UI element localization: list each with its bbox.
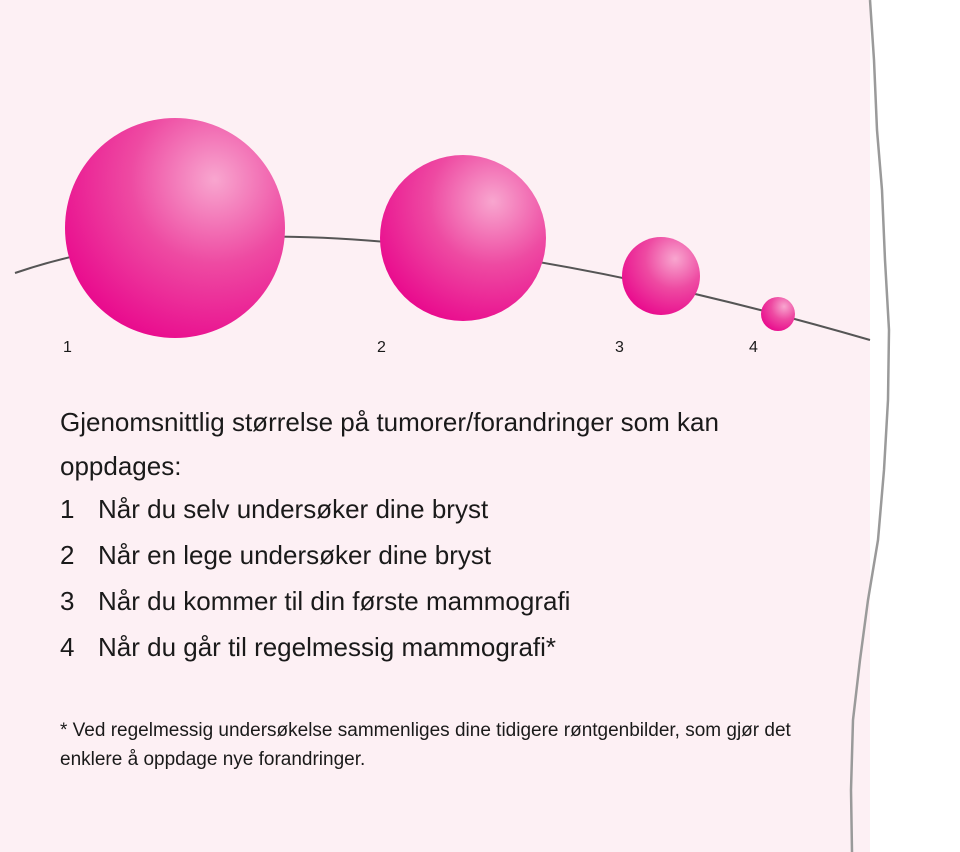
list-item-number: 1 xyxy=(60,494,75,524)
list-item xyxy=(60,486,570,532)
list-item-number: 4 xyxy=(60,632,75,662)
circle-size-4 xyxy=(761,297,795,331)
marker-1: 1 xyxy=(63,339,72,356)
intro-text: Gjenomsnittlig størrelse på tumorer/forandringer som kan oppdages: xyxy=(60,407,719,481)
list-item-label: Når du går til regelmessig mammografi* xyxy=(98,632,557,662)
marker-3: 3 xyxy=(615,339,624,356)
circle-size-3 xyxy=(622,237,700,315)
footnote: * Ved regelmessig undersøkelse sammenliges dine tidigere røntgenbilder, som gjør det enklere å oppdage nye forandringer. xyxy=(60,720,791,770)
list-item-label: Når du selv undersøker dine bryst xyxy=(98,494,489,524)
circle-size-1 xyxy=(65,118,285,338)
size-diagram xyxy=(0,0,880,380)
list-item xyxy=(60,578,570,624)
circle-size-2 xyxy=(380,155,546,321)
detection-list xyxy=(60,486,570,670)
list-item-number: 3 xyxy=(60,586,75,616)
marker-4: 4 xyxy=(749,339,758,356)
list-item-label: Når du kommer til din første mammografi xyxy=(98,586,571,616)
list-item-label: Når en lege undersøker dine bryst xyxy=(98,540,492,570)
list-item xyxy=(60,624,570,670)
marker-2: 2 xyxy=(377,339,386,356)
list-item xyxy=(60,532,570,578)
list-item-number: 2 xyxy=(60,540,75,570)
